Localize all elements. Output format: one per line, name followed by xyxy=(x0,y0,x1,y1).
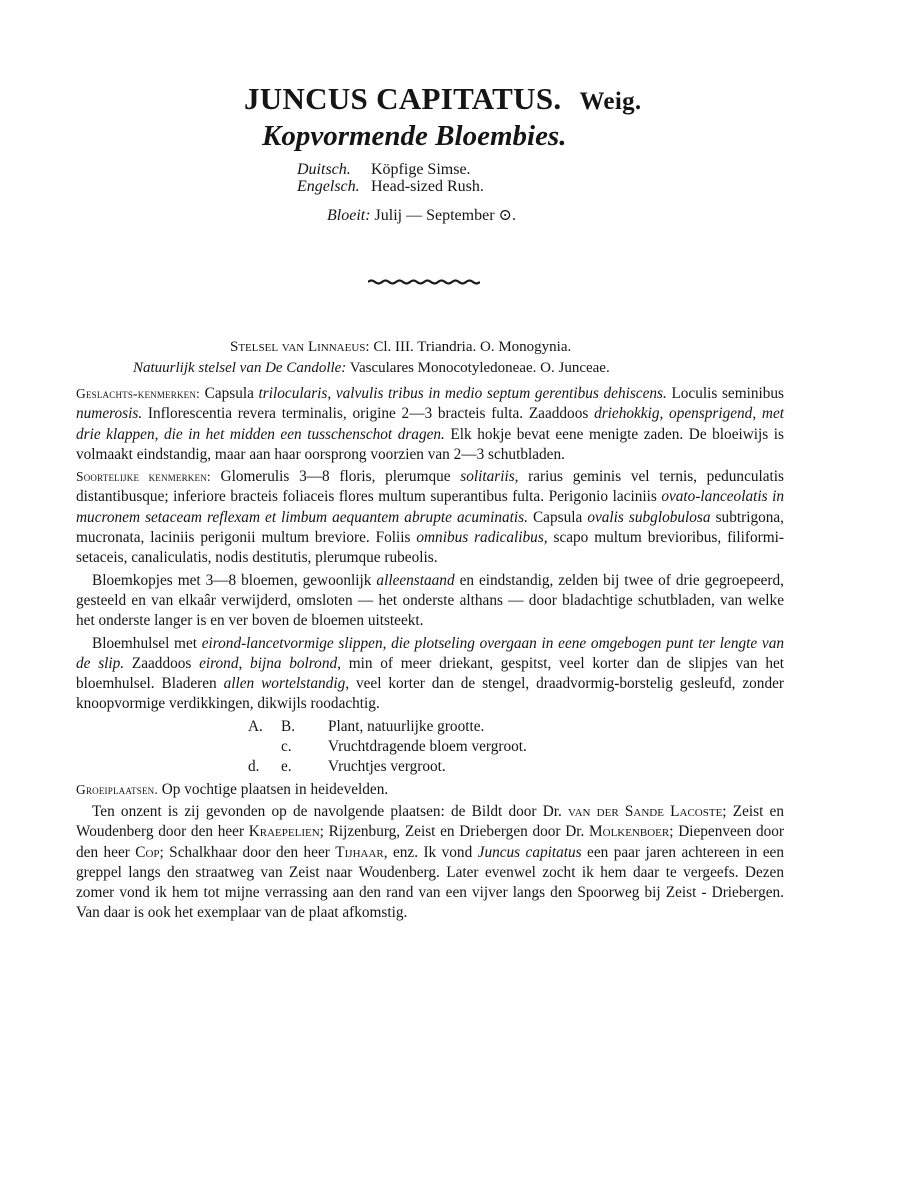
paragraph-text: Elk hokje bevat eene menigte zaden. De bloeiwijs is volmaakt eindstandig, maar aan haar oorsprong voorzien van 2—3 schutbladen. xyxy=(76,425,784,463)
paragraph-italic-text: omnibus radicalibus, xyxy=(416,529,548,547)
paragraph-text: Op vochtige plaatsen in heidevelden. xyxy=(157,780,389,798)
collector-name: Molkenboer xyxy=(589,823,670,841)
figure-letter: c. xyxy=(281,738,292,756)
paragraph-italic-text: driehokkig, opensprigend, met drie klappen, die in het midden een tusschenschot dragen. xyxy=(76,405,784,443)
english-name: Head-sized Rush. xyxy=(371,178,484,195)
genus-characters-paragraph xyxy=(76,384,784,465)
figure-description: Vruchtdragende bloem vergroot. xyxy=(328,738,527,756)
linnaeus-system-line xyxy=(230,340,571,355)
paragraph-italic-text: solitariis, xyxy=(460,468,519,486)
paragraph-text: scapo multum brevioribus, filiformi-setaceis, canaliculatis, nodis destitutis, plerumque rubeolis. xyxy=(76,529,784,567)
german-name-line xyxy=(297,162,471,178)
english-label: Engelsch. xyxy=(297,178,360,195)
collector-name: van der Sande Lacoste xyxy=(568,802,723,820)
candolle-label: Natuurlijk stelsel van De Candolle: xyxy=(133,360,347,376)
figure-legend-row xyxy=(76,737,784,757)
figure-letter: e. xyxy=(281,758,292,776)
collector-name: Cop xyxy=(135,843,160,861)
paragraph-text: een paar jaren achtereen in een greppel langs den straatweg van Zeist naar Woudenberg. Later evenwel zocht ik hem daar te vergeefs. Dezen zomer vond ik hem tot mijne verrassing aan den rand van een vijver langs den Spoorweg bij Zeist - Driebergen. Van daar is ook het exemplaar van de plaat afkomstig. xyxy=(76,843,784,922)
paragraph-text: Loculis seminibus xyxy=(666,385,784,402)
collector-name: Kraepelien xyxy=(248,823,320,841)
species-characters-paragraph xyxy=(76,467,784,568)
paragraph-text: Glomerulis 3—8 floris, plerumque xyxy=(210,468,461,486)
dutch-common-name: Kopvormende Bloembies. xyxy=(262,120,567,152)
paragraph-text: subtrigona, mucronata, laciniis perigonii multum breviore. Foliis xyxy=(76,508,784,547)
genus-characters-heading: Geslachts-kenmerken: xyxy=(76,386,200,401)
linnaeus-label: Stelsel van Linnaeus: xyxy=(230,339,370,355)
habitat-heading: Groeiplaatsen. xyxy=(76,781,158,797)
candolle-system-line xyxy=(133,361,610,376)
habitat-paragraph xyxy=(76,780,784,800)
paragraph-text: ; Zeist en Woudenberg door den heer xyxy=(76,802,784,841)
paragraph-italic-text: ovalis subglobulosa xyxy=(587,508,711,526)
perianth-paragraph xyxy=(76,634,784,715)
wavy-divider-ornament xyxy=(368,277,480,287)
paragraph-text: veel korter dan de stengel, draadvormig-borstelig gesleufd, zonder knoopvormige verdikkingen, dikwijls roodachtig. xyxy=(76,675,784,713)
plate-figure-legend xyxy=(76,717,784,778)
paragraph-italic-text: trilocularis, valvulis tribus in medio septum gerentibus dehiscens. xyxy=(258,385,667,402)
species-latin-name: JUNCUS CAPITATUS. xyxy=(244,81,562,116)
figure-description: Plant, natuurlijke grootte. xyxy=(328,717,485,735)
localities-paragraph xyxy=(76,802,784,924)
figure-description: Vruchtjes vergroot. xyxy=(328,758,446,776)
paragraph-text: Ten onzent is zij gevonden op de navolgende plaatsen: de Bildt door Dr. xyxy=(92,802,569,820)
candolle-class: Vasculares Monocotyledoneae. O. Junceae. xyxy=(349,360,610,376)
flower-heads-paragraph xyxy=(76,571,784,632)
paragraph-text: Zaaddoos xyxy=(124,654,200,672)
german-label: Duitsch. xyxy=(297,161,351,178)
figure-legend-row xyxy=(76,717,784,737)
paragraph-text: ; Rijzenburg, Zeist en Driebergen door Dr. xyxy=(319,823,590,841)
flowering-period: Julij — September ⊙. xyxy=(374,207,516,224)
paragraph-text: Bloemhulsel met xyxy=(92,634,202,652)
species-author: Weig. xyxy=(579,88,642,115)
paragraph-text: Capsula xyxy=(527,508,588,526)
figure-letter: d. xyxy=(248,758,260,776)
species-title xyxy=(244,83,641,114)
paragraph-italic-text: allen wortelstandig, xyxy=(223,675,350,693)
figure-letter: B. xyxy=(281,717,296,735)
flowering-line xyxy=(327,208,516,224)
german-name: Köpfige Simse. xyxy=(371,161,471,178)
species-characters-heading: Soortelijke kenmerken: xyxy=(76,469,211,485)
collector-name: Tijhaar xyxy=(335,843,384,861)
description-body xyxy=(76,384,784,926)
flowering-label: Bloeit: xyxy=(327,207,371,224)
english-name-line xyxy=(297,179,484,195)
figure-letter: A. xyxy=(248,717,263,735)
paragraph-text: en eindstandig, zelden bij twee of drie gegroepeerd, gesteeld en van elkaâr verwijderd, omsloten — het onderste althans — door bladachtige schutbladen, van welke het onderste langer is en ver boven de bloemen uitsteekt. xyxy=(76,571,784,630)
paragraph-text: ; Diepenveen door den heer xyxy=(76,823,784,861)
species-name-italic: Juncus capitatus xyxy=(477,843,582,861)
linnaeus-class: Cl. III. Triandria. O. Monogynia. xyxy=(373,339,572,355)
paragraph-text: ; Schalkhaar door den heer xyxy=(159,843,336,861)
paragraph-italic-text: alleenstaand xyxy=(376,571,455,589)
paragraph-italic-text: eirond, bijna bolrond, xyxy=(199,654,341,672)
paragraph-text: Capsula xyxy=(200,385,259,402)
paragraph-italic-text: numerosis. xyxy=(76,405,143,423)
paragraph-text: Inflorescentia revera terminalis, origine 2—3 bracteis fulta. Zaaddoos xyxy=(142,405,595,423)
paragraph-italic-text: eirond-lancetvormige slippen, die plotseling overgaan in eene omgebogen punt ter lengte van de slip. xyxy=(76,634,784,672)
paragraph-text: , enz. Ik vond xyxy=(383,843,478,861)
figure-legend-row xyxy=(76,757,784,777)
paragraph-italic-text: ovato-lanceolatis in mucronem setaceam reflexam et limbum aequantem abrupte acuminatis. xyxy=(76,488,784,526)
paragraph-text: Bloemkopjes met 3—8 bloemen, gewoonlijk xyxy=(92,571,377,589)
paragraph-text: min of meer driekant, gespitst, veel korter dan de slipjes van het bloemhulsel. Bladeren xyxy=(76,654,785,693)
paragraph-text: rarius geminis vel ternis, pedunculatis distantibusque; inferiore bracteis foliaceis flores multum superantibus fulta. Perigonio laciniis xyxy=(76,468,785,506)
